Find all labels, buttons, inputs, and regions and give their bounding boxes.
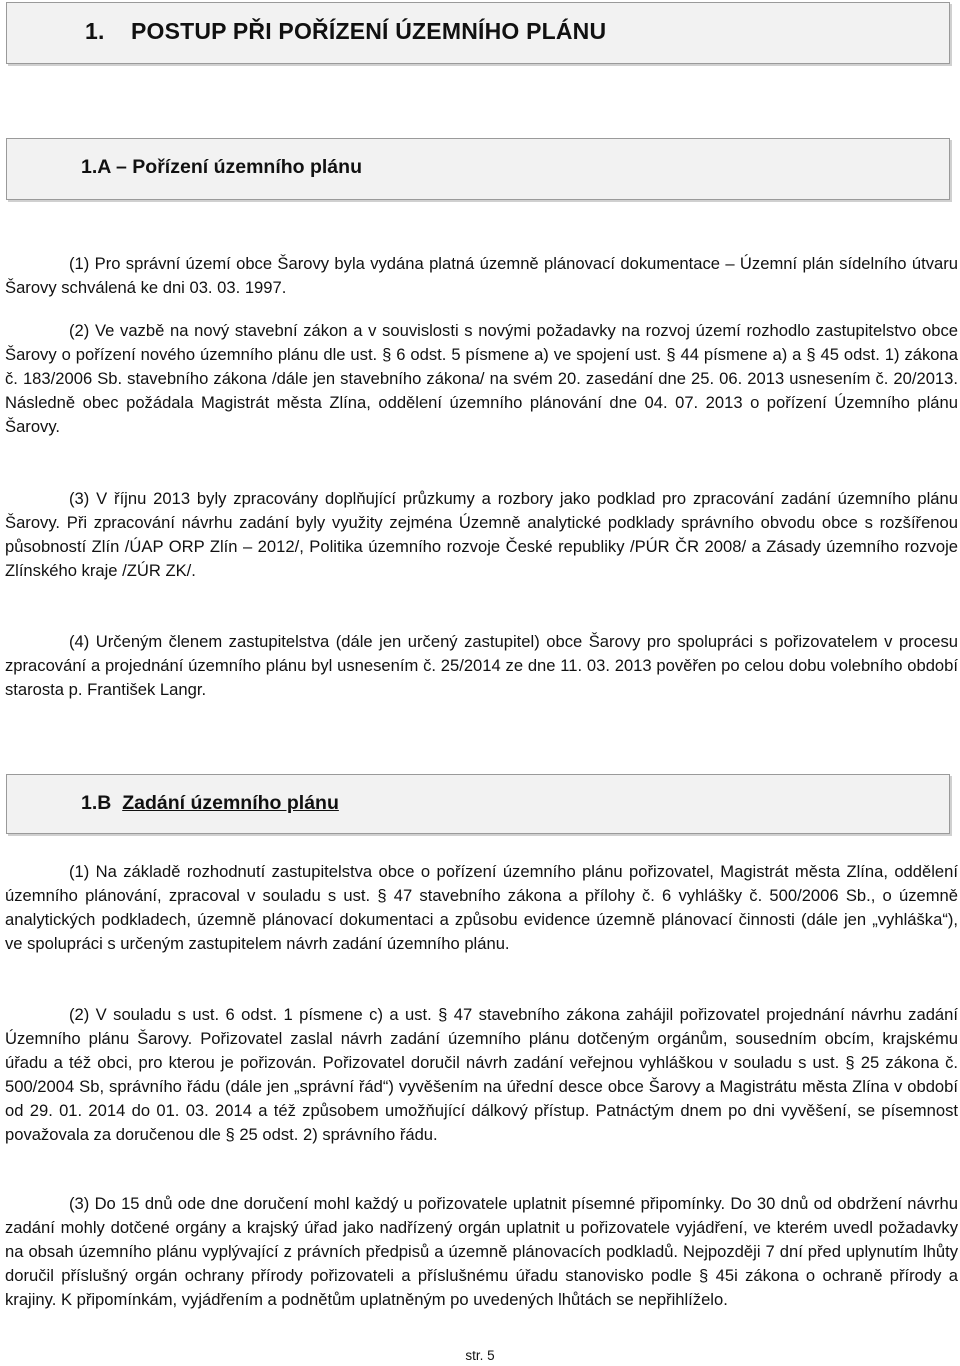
section-b-heading-text: Zadání územního plánu (122, 792, 339, 814)
section-b-heading-number: 1.B (81, 792, 112, 814)
section-a-paragraph-3: (3) V říjnu 2013 byly zpracovány doplňující průzkumy a rozbory jako podklad pro zpracování zadání územního plánu Šarovy. Při zpracování návrhu zadání byly využity zejména Územně analytické podklady správního obvodu obce s rozšířenou působností Zlín /ÚAP ORP Zlín – 2012/, Politika územního rozvoje České republiky /PÚR ČR 2008/ a Zásady územního rozvoje Zlínského kraje /ZÚR ZK/. (5, 489, 958, 581)
section-a-heading-box (6, 138, 950, 200)
section-a-heading: 1.A – Pořízení územního plánu (81, 156, 362, 178)
page-number: str. 5 (465, 1348, 495, 1363)
section-a-paragraph-1: (1) Pro správní území obce Šarovy byla vydána platná územně plánovací dokumentace – Územní plán sídelního útvaru Šarovy schválená ke dni 03. 03. 1997. (5, 254, 958, 298)
section-a-paragraph-2: (2) Ve vazbě na nový stavební zákon a v souvislosti s novými požadavky na rozvoj území rozhodlo zastupitelstvo obce Šarovy o pořízení nového územního plánu dle ust. § 6 odst. 5 písmene a) ve spojení ust. § 44 písmene a) a § 45 odst. 1) zákona č. 183/2006 Sb. stavebního zákona /dále jen stavebního zákona/ na svém 20. zasedání dne 25. 06. 2013 usnesením č. 20/2013. Následně obec požádala Magistrát města Zlína, oddělení územního plánování dne 04. 07. 2013 o pořízení Územního plánu Šarovy. (5, 321, 958, 437)
chapter-heading-box (6, 2, 950, 64)
section-b-paragraph-2: (2) V souladu s ust. 6 odst. 1 písmene c) a ust. § 47 stavebního zákona zahájil pořizovatel projednání návrhu zadání Územního plánu Šarovy. Pořizovatel zaslal návrh zadání územního plánu dotčeným orgánům, sousedním obcím, krajskému úřadu a též obci, pro kterou je pořizován. Pořizovatel doručil návrh zadání veřejnou vyhláškou v souladu s ust. § 25 zákona č. 500/2004 Sb, správního řádu (dále jen „správní řád“) vyvěšením na úřední desce obce Šarovy a Magistrátu města Zlína v období od 29. 01. 2014 do 01. 03. 2014 a též způsobem umožňující dálkový přístup. Patnáctým dnem po dni vyvěšení, se písemnost považovala za doručenou dle § 25 odst. 2) správního řádu. (5, 1005, 958, 1145)
section-b-heading (81, 792, 339, 815)
section-b-paragraph-1: (1) Na základě rozhodnutí zastupitelstva obce o pořízení územního plánu pořizovatel, Magistrát města Zlína, oddělení územního plánování, zpracoval v souladu s ust. § 47 stavebního zákona a přílohy č. 6 vyhlášky č. 500/2006 Sb., o územně analytických podkladech, územně plánovací dokumentaci a způsobu evidence územně plánovací činnosti (dále jen „vyhláška“), ve spolupráci s určeným zastupitelem návrh zadání územního plánu. (5, 862, 958, 954)
chapter-heading: 1. POSTUP PŘI POŘÍZENÍ ÚZEMNÍHO PLÁNU (85, 18, 607, 44)
section-b-paragraph-3: (3) Do 15 dnů ode dne doručení mohl každý u pořizovatele uplatnit písemné připomínky. Do 30 dnů od obdržení návrhu zadání mohly dotčené orgány a krajský úřad jako nadřízený orgán uplatnit u pořizovatele vyjádření, ve kterém uvedl požadavky na obsah územního plánu vyplývající z právních předpisů a územně plánovacích podkladů. Nejpozději 7 dní před uplynutím lhůty doručil příslušný orgán ochrany přírody pořizovateli a příslušnému úřadu stanovisko podle § 45i zákona o ochraně přírody a krajiny. K připomínkám, vyjádřením a podnětům uplatněným po uvedených lhůtách se nepřihlíželo. (5, 1194, 958, 1310)
section-a-paragraph-4: (4) Určeným členem zastupitelstva (dále jen určený zastupitel) obce Šarovy pro spolupráci s pořizovatelem v procesu zpracování a projednání územního plánu byl usnesením č. 25/2014 ze dne 11. 03. 2013 pověřen po celou dobu volebního období starosta p. František Langr. (5, 632, 958, 700)
section-b-heading-box (6, 774, 950, 834)
